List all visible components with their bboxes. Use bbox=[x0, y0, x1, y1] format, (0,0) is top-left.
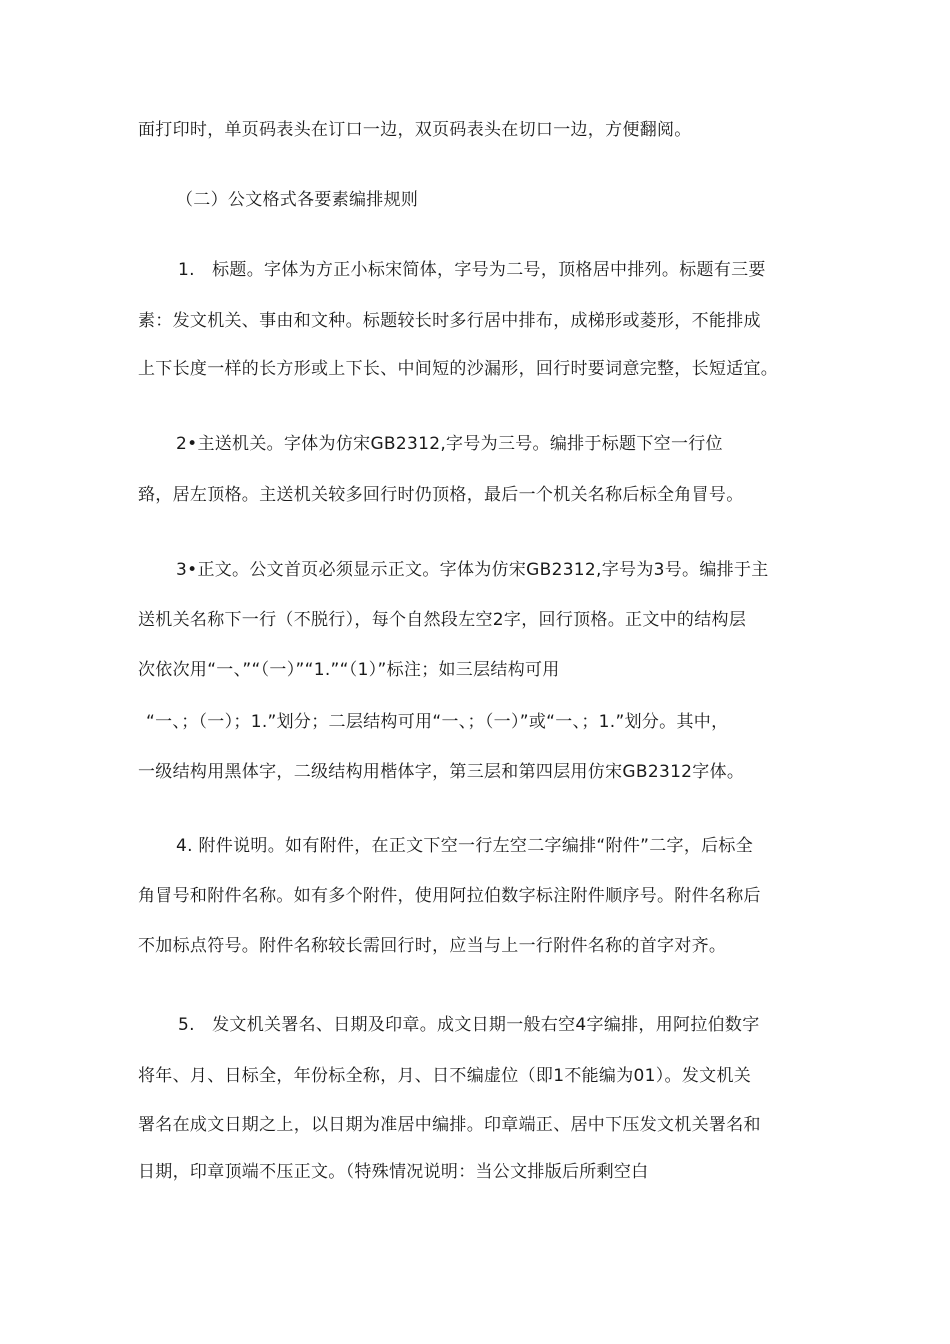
text-line: 5. 发文机关署名、日期及印章。成文日期一般右空4字编排，用阿拉伯数字 bbox=[178, 1015, 760, 1035]
text-line: 面打印时，单页码表头在订口一边，双页码表头在切口一边，方便翻阅。 bbox=[138, 120, 692, 140]
text-line: “一、；（一）；1.”划分；二层结构可用“一、；（一）”或“一、；1.”划分。其中， bbox=[146, 712, 729, 732]
text-line: 将年、月、日标全，年份标全称，月、日不编虚位（即1不能编为01）。发文机关 bbox=[138, 1066, 752, 1086]
text-line: 臵，居左顶格。主送机关较多回行时仍顶格，最后一个机关名称后标全角冒号。 bbox=[138, 485, 744, 505]
text-line: 4. 附件说明。如有附件，在正文下空一行左空二字编排“附件”二字，后标全 bbox=[176, 836, 754, 856]
section-heading: （二）公文格式各要素编排规则 bbox=[176, 190, 419, 210]
text-line: 3•正文。公文首页必须显示正文。字体为仿宋GB2312,字号为3号。编排于主 bbox=[176, 560, 769, 580]
text-line: 角冒号和附件名称。如有多个附件，使用阿拉伯数字标注附件顺序号。附件名称后 bbox=[138, 886, 761, 906]
text-line: 一级结构用黑体字，二级结构用楷体字，第三层和第四层用仿宋GB2312字体。 bbox=[138, 762, 745, 782]
text-line: 2•主送机关。字体为仿宋GB2312,字号为三号。编排于标题下空一行位 bbox=[176, 434, 723, 454]
text-line: 送机关名称下一行（不脱行），每个自然段左空2字，回行顶格。正文中的结构层 bbox=[138, 610, 747, 630]
text-line: 不加标点符号。附件名称较长需回行时，应当与上一行附件名称的首字对齐。 bbox=[138, 936, 727, 956]
text-line: 次依次用“一、”“（一）”“1.”“（1）”标注；如三层结构可用 bbox=[138, 660, 560, 680]
text-line: 素：发文机关、事由和文种。标题较长时多行居中排布，成梯形或菱形，不能排成 bbox=[138, 311, 761, 331]
text-line: 署名在成文日期之上，以日期为准居中编排。印章端正、居中下压发文机关署名和 bbox=[138, 1115, 761, 1135]
text-line: 上下长度一样的长方形或上下长、中间短的沙漏形，回行时要词意完整，长短适宜。 bbox=[138, 359, 779, 379]
text-line: 日期，印章顶端不压正文。（特殊情况说明：当公文排版后所剩空白 bbox=[138, 1162, 649, 1182]
text-line: 1. 标题。字体为方正小标宋简体，字号为二号，顶格居中排列。标题有三要 bbox=[178, 260, 766, 280]
